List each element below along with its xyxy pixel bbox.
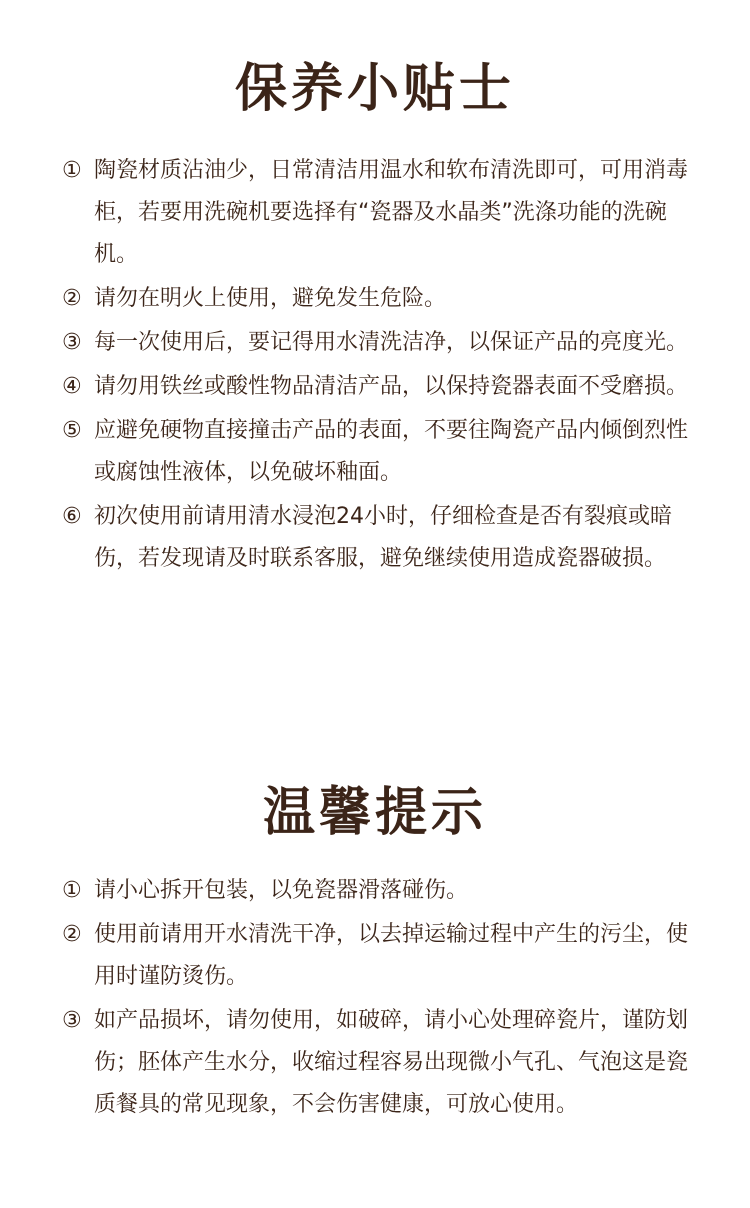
tip-text: 如产品损坏，请勿使用，如破碎，请小心处理碎瓷片，谨防划伤；胚体产生水分，收缩过程容易出现微小气孔、气泡这是瓷质餐具的常见现象，不会伤害健康，可放心使用。 — [94, 1008, 689, 1117]
tip-text: 请小心拆开包装，以免瓷器滑落碰伤。 — [94, 878, 469, 903]
tip-number: ⑤ — [62, 418, 82, 443]
tip-text: 应避免硬物直接撞击产品的表面，不要往陶瓷产品内倾倒烈性或腐蚀性液体，以免破坏釉面。 — [94, 418, 689, 485]
warm-tip-item — [62, 914, 702, 998]
warm-tips-list — [62, 870, 702, 1128]
tip-text: 使用前请用开水清洗干净，以去掉运输过程中产生的污尘，使用时谨防烫伤。 — [94, 922, 689, 989]
tip-number: ④ — [62, 374, 82, 399]
care-tip-item — [62, 150, 702, 276]
tip-number: ② — [62, 922, 82, 947]
tip-number: ① — [62, 878, 82, 903]
care-tip-item — [62, 322, 702, 364]
care-tip-item — [62, 410, 702, 494]
warm-tip-item — [62, 1000, 702, 1126]
tip-number: ③ — [62, 330, 82, 355]
care-tip-item — [62, 278, 702, 320]
warm-tips-title: 温馨提示 — [262, 783, 487, 843]
tip-text: 初次使用前请用清水浸泡24小时，仔细检查是否有裂痕或暗伤，若发现请及时联系客服，避免继续使用造成瓷器破损。 — [94, 504, 672, 571]
care-tip-item — [62, 496, 702, 580]
care-tips-title: 保养小贴士 — [234, 59, 515, 119]
care-tip-item — [62, 366, 702, 408]
tip-number: ② — [62, 286, 82, 311]
tip-number: ③ — [62, 1008, 82, 1033]
tip-text: 每一次使用后，要记得用水清洗洁净，以保证产品的亮度光。 — [94, 330, 689, 355]
tip-text: 请勿用铁丝或酸性物品清洁产品，以保持瓷器表面不受磨损。 — [94, 374, 689, 399]
tip-text: 陶瓷材质沾油少，日常清洁用温水和软布清洗即可，可用消毒柜，若要用洗碗机要选择有“瓷器及水晶类”洗涤功能的洗碗机。 — [94, 158, 689, 267]
tip-number: ① — [62, 158, 82, 183]
warm-tip-item — [62, 870, 702, 912]
tip-number: ⑥ — [62, 504, 82, 529]
care-tips-list — [62, 150, 702, 582]
tip-text: 请勿在明火上使用，避免发生危险。 — [94, 286, 447, 311]
